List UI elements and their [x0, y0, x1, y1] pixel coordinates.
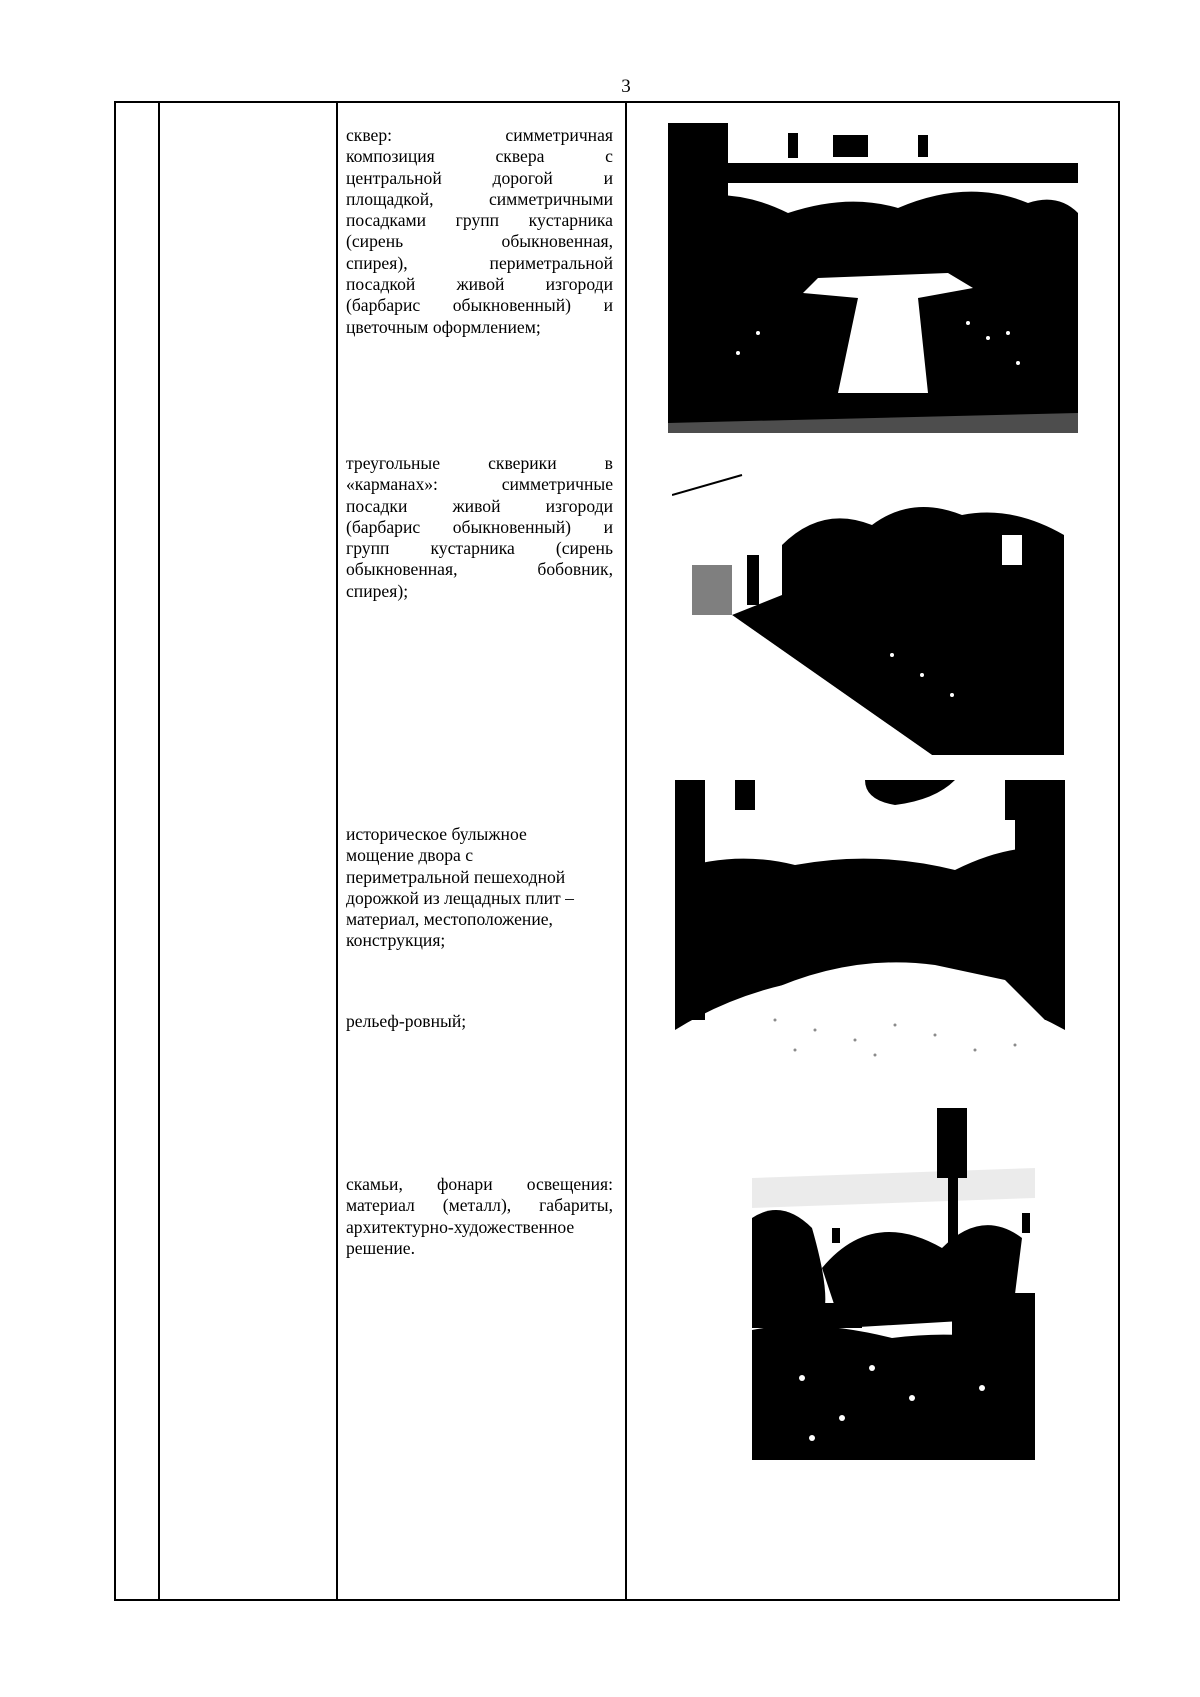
feature-description-benches-lamps: скамьи, фонари освещения: материал (металл), габариты, архитектурно-художественное решение.	[346, 1174, 613, 1258]
page-number: 3	[621, 76, 631, 97]
feature-description-triangular-squares: треугольные скверики в «карманах»: симметричные посадки живой изгороди (барбарис обыкновенный) и групп кустарника (сирень обыкновенная, бобовник, спирея);	[346, 453, 613, 601]
feature-description-relief: рельеф-ровный;	[346, 1011, 467, 1031]
table-column-divider	[158, 103, 160, 1599]
triangular-square-hedge-photo	[672, 455, 1064, 755]
table-column-divider	[336, 103, 338, 1599]
square-with-central-path-photo	[668, 123, 1078, 433]
bench-and-street-lamp-photo	[752, 1098, 1035, 1460]
feature-description-square: сквер: симметричная композиция сквера с центральной дорогой и площадкой, симметричными посадками групп кустарника (сирень обыкновенная, спирея), периметральной посадкой живой изгороди (барбарис обыкновенный) и цветочным оформлением;	[346, 125, 613, 337]
table-column-divider	[625, 103, 627, 1599]
cobbled-courtyard-photo	[675, 780, 1065, 1067]
feature-description-cobblestone-paving: историческое булыжное мощение двора с периметральной пешеходной дорожкой из лещадных плит – материал, местоположение, конструкция;	[346, 824, 574, 951]
